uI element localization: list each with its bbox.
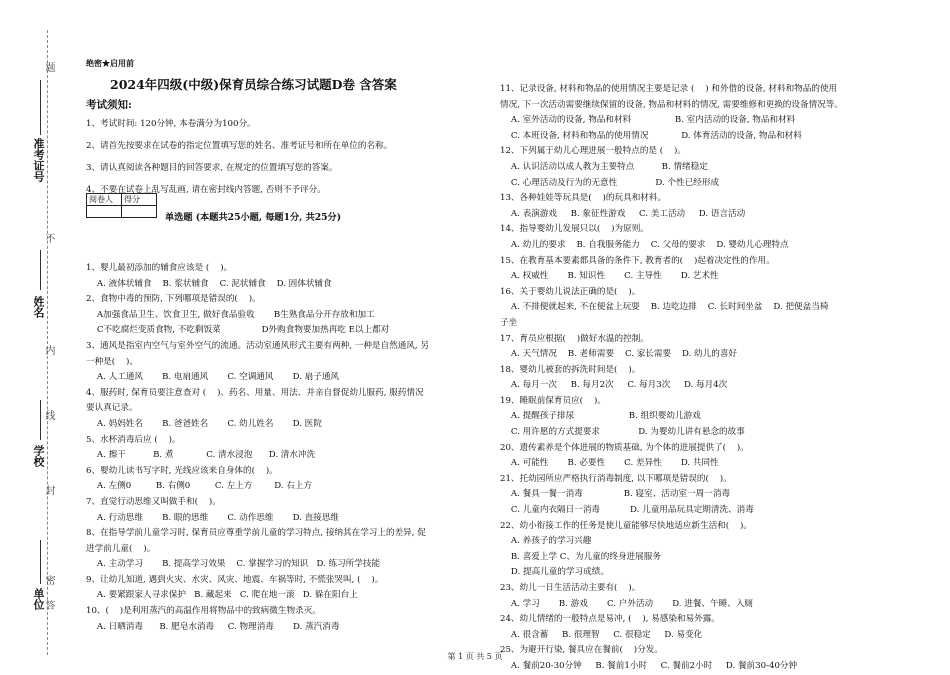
- question-line: 10、( )是利用蒸汽的高温作用将物品中的致病微生物杀灭。: [86, 606, 321, 617]
- grader-blank[interactable]: [87, 206, 122, 218]
- question-line: C. 本班设备, 材料和物品的使用情况 D. 体育活动的设备, 物品和材料: [500, 130, 802, 141]
- question-line: 12、下列属于幼儿心理进展一般特点的是 ( )。: [500, 146, 686, 157]
- question-line: A. 每月一次 B. 每月2次 C. 每月3次 D. 每月4次: [500, 380, 728, 391]
- notice-list: [86, 117, 466, 205]
- question-line: A. 妈妈姓名 B. 爸爸姓名 C. 幼儿姓名 D. 医院: [86, 418, 322, 429]
- question-line: A. 学习 B. 游戏 C. 户外活动 D. 进餐、午睡、入厕: [500, 598, 754, 609]
- score-cell: 得分: [122, 194, 157, 206]
- notice-item: 1、考试时间: 120分钟, 本卷满分为100分。: [86, 119, 256, 129]
- question-line: A. 不排便就起来, 不在便盆上玩耍 B. 边吃边排 C. 长时间坐盆 D. 把便盆当椅: [500, 302, 829, 313]
- question-line: 4、服药时, 保育员要注意查对 ( )、药名、用量、用法、并亲自督促幼儿服药, 服药情况: [86, 387, 424, 398]
- score-blank[interactable]: [122, 206, 157, 218]
- cut-mark: 密: [43, 575, 54, 585]
- binding-margin: [0, 0, 72, 671]
- question-line: C. 儿童内衣隔日一消毒 D. 儿童用品玩具定期清洗、消毒: [500, 505, 754, 516]
- name-label: 姓名: [32, 296, 45, 318]
- question-line: 7、直觉行动思维又叫做手和( )。: [86, 496, 221, 507]
- school-line: [40, 400, 41, 440]
- question-line: 16、关于婴幼儿说法正确的是( )。: [500, 286, 641, 297]
- cut-mark: 线: [43, 410, 54, 420]
- question-line: A. 可能性 B. 必要性 C. 差异性 D. 共同性: [500, 458, 719, 469]
- question-line: A. 要紧跟家人寻求保护 B. 藏起来 C. 爬在地一滚 D. 躲在阳台上: [86, 590, 358, 601]
- left-question-column: [86, 261, 484, 635]
- question-line: 6、婴幼儿读书写字时, 光线应该来自身体的( )。: [86, 465, 278, 476]
- question-line: 一种是( )。: [86, 356, 139, 367]
- question-line: A. 提醒孩子排尿 B. 组织婴幼儿游戏: [500, 411, 701, 422]
- exam-id-line: [40, 80, 41, 135]
- exam-id-label: 准考证号: [32, 138, 45, 182]
- question-line: A. 行动思维 B. 眼的思维 C. 动作思维 D. 直接思维: [86, 512, 340, 523]
- grader-cell: 阅卷人: [87, 194, 122, 206]
- question-line: 2、食物中毒的预防, 下列哪项是错误的( )。: [86, 294, 261, 305]
- question-line: 13、各种娃娃等玩具是( )的玩具和材料。: [500, 193, 667, 204]
- question-line: 24、幼儿情绪的一般特点是易冲, ( ), 易感染和易外露。: [500, 614, 720, 625]
- question-line: A. 餐前20-30分钟 B. 餐前1小时 C. 餐前2小时 D. 餐前30-40分钟: [500, 660, 798, 671]
- question-line: A. 幼儿的要求 B. 自我服务能力 C. 父母的要求 D. 婴幼儿心理特点: [500, 239, 789, 250]
- section-title: 单选题 (本题共25小题, 每题1分, 共25分): [165, 212, 342, 223]
- cut-mark: 封: [43, 485, 54, 495]
- question-line: 5、水杯消毒后应 ( )。: [86, 434, 181, 445]
- right-question-column: [500, 82, 910, 675]
- question-line: 要认真记录。: [86, 403, 138, 414]
- question-line: 21、托幼园所应严格执行消毒制度, 以下哪项是错误的( )。: [500, 473, 732, 484]
- unit-label: 单位: [32, 588, 45, 610]
- cut-mark: 不: [43, 233, 54, 243]
- question-line: C不吃腐烂变质食物, 不吃剩饭菜 D外购食物要加热再吃 E以上都对: [86, 325, 390, 336]
- question-line: 18、婴幼儿被套的拆洗时间是( )。: [500, 364, 641, 375]
- question-line: A. 认识活动以成人教为主要特点 B. 情绪稳定: [500, 161, 708, 172]
- question-line: 14、指导婴幼儿发展只以( )为原则。: [500, 224, 649, 235]
- question-line: 进学前儿童( )。: [86, 543, 156, 554]
- question-line: A. 天气情况 B. 老师需要 C. 家长需要 D. 幼儿的喜好: [500, 349, 738, 360]
- question-line: A. 室外活动的设备, 物品和材料 B. 室内活动的设备, 物品和材料: [500, 115, 796, 126]
- question-line: 1、婴儿最初添加的辅食应该是 ( )。: [86, 263, 233, 273]
- question-line: D. 提高儿童的学习成绩。: [500, 567, 609, 578]
- question-line: A. 日晒消毒 B. 肥皂水消毒 C. 物理消毒 D. 蒸汽消毒: [86, 621, 340, 632]
- question-line: B. 喜爱上学 C、为儿童的终身进展服务: [500, 551, 661, 562]
- question-line: 20、遗传素养是个体进展的物质基础, 为个体的进展提供了( )。: [500, 442, 749, 453]
- notice-item: 4、不要在试卷上乱写乱画, 请在密封线内答题, 否则不予评分。: [86, 185, 326, 195]
- notice-heading: 考试须知:: [86, 99, 132, 111]
- question-line: 15、在教育基本要素都具备的条件下, 教育者的( )起着决定性的作用。: [500, 255, 775, 266]
- question-line: 3、通风是指室内空气与室外空气的流通。活动室通风形式主要有两种, 一种是自然通风, 另: [86, 340, 429, 351]
- question-line: A加强食品卫生、饮食卫生, 做好食品验收 B生熟食品分开存放和加工: [86, 309, 375, 320]
- question-line: 9、让幼儿知道, 遇到火灾、水灾、风灾、地震、车祸等时, 不慌张哭叫, ( )。: [86, 574, 384, 585]
- school-label: 学校: [32, 445, 45, 467]
- question-line: A. 左侧0 B. 右侧0 C. 左上方 D. 右上方: [86, 481, 313, 492]
- question-line: 11、记录设备, 材料和物品的使用情况主要是记录 ( ) 和外借的设备, 材料和物品的使用: [500, 84, 838, 94]
- cut-mark: 题: [43, 62, 54, 72]
- question-line: A. 很含蓄 B. 很理智 C. 很稳定 D. 易变化: [500, 629, 703, 640]
- question-line: 25、为避开行染, 餐具应在餐前( )分发。: [500, 645, 663, 656]
- question-line: A. 人工通风 B. 电扇通风 C. 空调通风 D. 扇子通风: [86, 372, 340, 383]
- score-table: [86, 193, 157, 218]
- cut-mark: 内: [43, 345, 54, 355]
- question-line: C. 用许愿的方式提要求 D. 为婴幼儿讲有悬念的故事: [500, 427, 745, 438]
- question-line: 情况, 下一次活动需要继续保留的设备, 物品和材料的情况, 需要维修和更换的设备情况等。: [500, 99, 843, 110]
- question-line: 22、幼小衔接工作的任务是使儿童能够尽快地适应新生活和( )。: [500, 520, 753, 531]
- question-line: A. 液体状辅食 B. 浆状辅食 C. 泥状辅食 D. 固体状辅食: [86, 278, 332, 289]
- question-line: 子坐: [500, 317, 518, 328]
- question-line: 19、睡眠前保育员应( )。: [500, 395, 606, 406]
- secret-mark: 绝密★启用前: [86, 58, 134, 68]
- page-footer: 第 1 页 共 5 页: [447, 652, 503, 661]
- notice-item: 2、请首先按要求在试卷的指定位置填写您的姓名、准考证号和所在单位的名称。: [86, 141, 393, 151]
- seal-line: [47, 30, 48, 655]
- question-line: A. 擦干 B. 煮 C. 清水浸泡 D. 清水冲洗: [86, 450, 316, 461]
- notice-item: 3、请认真阅读各种题目的回答要求, 在规定的位置填写您的答案。: [86, 163, 338, 173]
- question-line: 23、幼儿一日生活活动主要有( )。: [500, 583, 641, 593]
- question-line: A. 餐具一餐一消毒 B. 寝室、活动室一周一消毒: [500, 489, 731, 500]
- question-line: A. 表演游戏 B. 象征性游戏 C. 美工活动 D. 语言活动: [500, 208, 746, 219]
- question-line: A. 权威性 B. 知识性 C. 主导性 D. 艺术性: [500, 271, 719, 282]
- name-line: [40, 250, 41, 290]
- question-line: A. 主动学习 B. 提高学习效果 C. 掌握学习的知识 D. 练习所学技能: [86, 559, 381, 570]
- question-line: C. 心理活动及行为的无意性 D. 个性已经形成: [500, 177, 720, 188]
- cut-mark: 答: [43, 600, 54, 610]
- page-title: 2024年四级(中级)保育员综合练习试题D卷 含答案: [110, 77, 397, 92]
- question-line: 8、在指导学前儿童学习时, 保育员应尊重学前儿童的学习特点, 接纳其在学习上的差异, 促: [86, 528, 426, 539]
- question-line: 17、育员应根据( )做好水温的控制。: [500, 333, 649, 344]
- question-line: A. 养孩子的学习兴趣: [500, 536, 592, 547]
